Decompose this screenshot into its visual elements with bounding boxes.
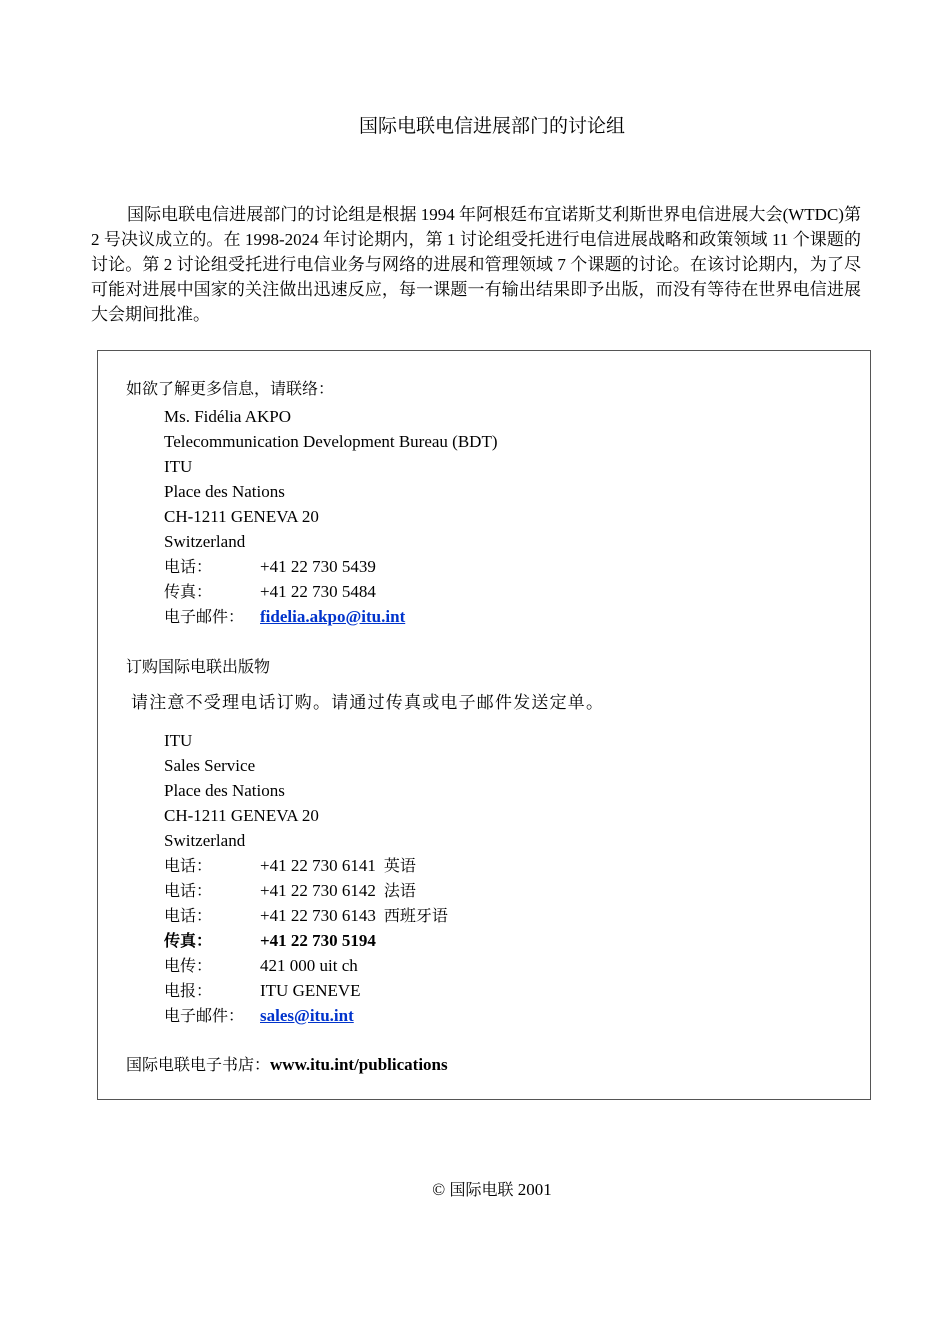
sales-phone-number: +41 22 730 6143 — [260, 906, 376, 925]
contact-address-line: ITU — [164, 457, 193, 476]
sales-fax-label: 传真： — [164, 931, 213, 950]
sales-telex: 421 000 uit ch — [260, 956, 358, 975]
sales-email-label: 电子邮件： — [164, 1006, 245, 1025]
copyright-line — [0, 1177, 950, 1202]
sales-email-wrapper — [260, 1003, 354, 1028]
sales-address-line: Switzerland — [164, 831, 246, 850]
sales-phone-number: +41 22 730 6142 — [260, 881, 376, 900]
contact-email-wrapper — [260, 604, 405, 629]
contact-address-line: Switzerland — [164, 532, 246, 551]
sales-fax: +41 22 730 5194 — [260, 931, 376, 950]
sales-phone-number: +41 22 730 6141 — [260, 856, 376, 875]
page-title: 国际电联电信进展部门的讨论组 — [358, 115, 625, 137]
bookshop-url[interactable]: www.itu.int/publications — [270, 1055, 448, 1074]
copyright-symbol: © — [432, 1180, 446, 1199]
contact-address-line: Telecommunication Development Bureau (BDT) — [164, 432, 498, 451]
contact-address-line: Place des Nations — [164, 482, 285, 501]
contact-name: Ms. Fidélia AKPO — [164, 407, 292, 426]
sales-phone-language: 西班牙语 — [383, 906, 448, 925]
sales-phone-label: 电话： — [164, 856, 213, 875]
contact-fax: +41 22 730 5484 — [260, 582, 376, 601]
sales-address-line: Sales Service — [164, 756, 256, 775]
copyright-org: 国际电联 — [449, 1180, 514, 1199]
contact-address-line: CH-1211 GENEVA 20 — [164, 507, 319, 526]
sales-telegram: ITU GENEVE — [260, 981, 361, 1000]
intro-paragraph: 国际电联电信进展部门的讨论组是根据 1994 年阿根廷布宜诺斯艾利斯世界电信进展大会(WTDC)第 2 号决议成立的。在 1998-2024 年讨论期内，第 1 讨论组受托进行电信进展战略和政策领域 11 个课题的讨论。第 2 讨论组受托进行电信业务与网络的进展和管理领域 7 个课题的讨论。在该讨论期内，为了尽可能对进展中国家的关注做出迅速反应，每一课题一有输出结果即予出版，而没有等待在世界电信进展大会期间批准。 — [91, 205, 861, 324]
sales-email-link[interactable]: sales@itu.int — [260, 1006, 354, 1025]
bookshop-label: 国际电联电子书店： — [126, 1055, 271, 1074]
sales-phone-row — [260, 853, 416, 878]
sales-phone-label: 电话： — [164, 881, 213, 900]
sales-phone-language: 法语 — [383, 881, 416, 900]
bookshop-line — [126, 1052, 448, 1077]
sales-telex-label: 电传： — [164, 956, 213, 975]
contact-email-link[interactable]: fidelia.akpo@itu.int — [260, 607, 406, 626]
info-box — [97, 350, 871, 1100]
contact-email-label: 电子邮件： — [164, 607, 245, 626]
contact-phone: +41 22 730 5439 — [260, 557, 376, 576]
contact-phone-label: 电话： — [164, 557, 213, 576]
sales-phone-label: 电话： — [164, 906, 213, 925]
sales-address-line: Place des Nations — [164, 781, 285, 800]
contact-fax-label: 传真： — [164, 582, 213, 601]
contact-heading: 如欲了解更多信息，请联络： — [126, 379, 335, 398]
copyright-year: 2001 — [517, 1180, 552, 1199]
sales-phone-language: 英语 — [383, 856, 416, 875]
sales-address-line: CH-1211 GENEVA 20 — [164, 806, 319, 825]
sales-notice: 请注意不受理电话订购。请通过传真或电子邮件发送定单。 — [131, 693, 605, 713]
sales-phone-row — [260, 903, 448, 928]
sales-telegram-label: 电报： — [164, 981, 213, 1000]
sales-heading: 订购国际电联出版物 — [126, 657, 271, 676]
sales-phone-row — [260, 878, 416, 903]
sales-address-line: ITU — [164, 731, 193, 750]
